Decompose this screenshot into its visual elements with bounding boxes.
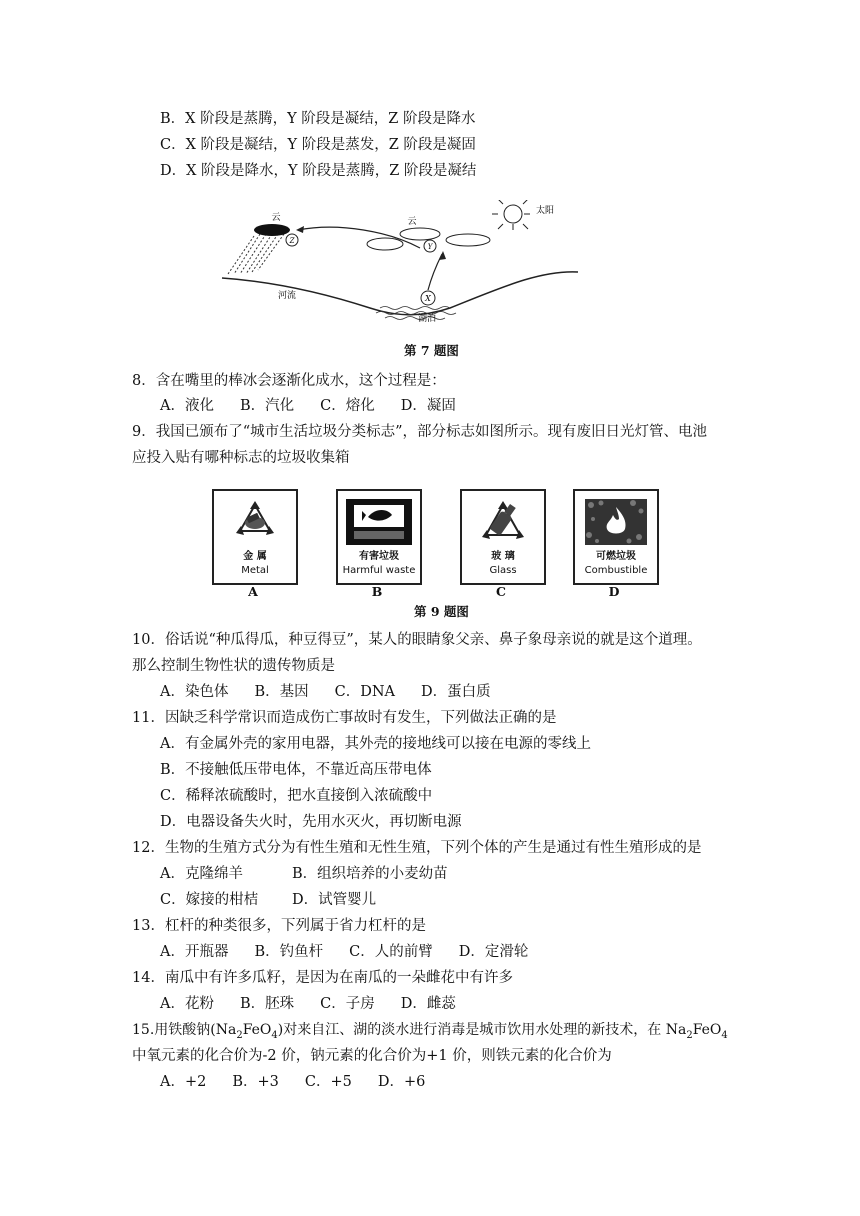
label-z: Z [289, 237, 295, 245]
sign-harmful-en: Harmful waste [342, 565, 416, 576]
label-cloud-mid: 云 [407, 217, 417, 227]
label-river: 河流 [278, 291, 297, 301]
q12-option-a: A．克隆绵羊 [160, 866, 243, 882]
q11-option-a: A．有金属外壳的家用电器，其外壳的接地线可以接在电源的零线上 [160, 736, 591, 752]
q12-options-row1 [160, 864, 448, 884]
fig9-caption: 第 9 题图 [414, 604, 469, 619]
q15-text-b: FeO [242, 1022, 272, 1038]
sign-combustible [573, 489, 659, 585]
q12-option-c: C．嫁接的柑桔 [160, 892, 259, 908]
sign-glass-en: Glass [489, 565, 517, 576]
label-x: X [425, 294, 431, 303]
q15-sub-4: 4 [721, 1029, 728, 1041]
label-y: Y [427, 243, 433, 251]
q10-options [160, 682, 517, 702]
q10-option-a: A．染色体 [160, 684, 229, 700]
q8-option-d: D．凝固 [400, 398, 456, 414]
q11-stem: 11．因缺乏科学常识而造成伤亡事故时有发生，下列做法正确的是 [132, 710, 557, 726]
water-cycle-drawing [220, 200, 580, 340]
q15-text-d: FeO [692, 1022, 722, 1038]
sign-harmful-zh: 有害垃圾 [359, 551, 399, 562]
q14-option-a: A．花粉 [160, 996, 214, 1012]
fig7-caption: 第 7 题图 [404, 343, 459, 358]
q15-stem-line1 [132, 1020, 728, 1046]
q12-option-d: D．试管婴儿 [292, 892, 377, 908]
q11-option-b: B．不接触低压带电体，不靠近高压带电体 [160, 762, 432, 778]
q9-stem-line1: 9．我国已颁布了“城市生活垃圾分类标志”，部分标志如图所示。现有废旧日光灯管、电池 [132, 424, 708, 440]
q10-stem-line1: 10．俗话说“种瓜得瓜，种豆得豆”，某人的眼睛象父亲、鼻子象母亲说的就是这个道理。 [132, 632, 702, 648]
sign-metal-en: Metal [241, 565, 269, 576]
q15-option-d: D．+6 [377, 1074, 426, 1090]
q15-sub-1: 2 [236, 1029, 243, 1041]
sign-harmful [336, 489, 422, 585]
q10-option-b: B．基因 [254, 684, 309, 700]
q12-options-row2 [160, 890, 376, 910]
q15-sub-2: 4 [271, 1029, 278, 1041]
q11-option-c: C．稀释浓硫酸时，把水直接倒入浓硫酸中 [160, 788, 433, 804]
q10-stem-line2: 那么控制生物性状的遗传物质是 [132, 658, 335, 674]
recycle-glass-icon [462, 491, 544, 551]
sign-letter-c: C [496, 584, 506, 599]
harmful-waste-icon [338, 491, 420, 551]
sign-letter-d: D [608, 584, 620, 599]
rain-cloud [254, 224, 290, 236]
q13-stem: 13．杠杆的种类很多，下列属于省力杠杆的是 [132, 918, 426, 934]
q8-option-c: C．熔化 [320, 398, 375, 414]
q11-option-d: D．电器设备失火时，先用水灭火，再切断电源 [160, 814, 462, 830]
q12-option-b: B．组织培养的小麦幼苗 [292, 866, 448, 882]
q10-option-c: C．DNA [334, 684, 396, 700]
q8-options [160, 396, 482, 416]
q8-stem: 8．含在嘴里的棒冰会逐渐化成水，这个过程是： [132, 373, 446, 389]
sign-combustible-en: Combustible [584, 565, 648, 576]
q7-option-d: D．X 阶段是降水，Y 阶段是蒸腾，Z 阶段是凝结 [160, 163, 477, 179]
q13-option-a: A．开瓶器 [160, 944, 229, 960]
q7-option-c: C．X 阶段是凝结，Y 阶段是蒸发，Z 阶段是凝固 [160, 137, 476, 153]
q10-option-d: D．蛋白质 [421, 684, 491, 700]
q14-option-d: D．雌蕊 [400, 996, 456, 1012]
rain-lines [228, 234, 284, 274]
q13-options [160, 942, 554, 962]
sign-glass-zh: 玻 璃 [491, 551, 515, 562]
label-lake: 湖泊 [418, 314, 437, 324]
q12-stem: 12．生物的生殖方式分为有性生殖和无性生殖，下列个体的产生是通过有性生殖形成的是 [132, 840, 702, 856]
recycle-metal-icon [214, 491, 296, 551]
q14-options [160, 994, 482, 1014]
label-sun: 太阳 [536, 206, 555, 216]
q8-option-a: A．液化 [160, 398, 214, 414]
q14-option-c: C．子房 [320, 996, 375, 1012]
sign-metal-zh: 金 属 [243, 551, 267, 562]
sign-letter-a: A [248, 584, 258, 599]
q14-option-b: B．胚珠 [239, 996, 295, 1012]
q9-stem-line2: 应投入贴有哪种标志的垃圾收集箱 [132, 450, 350, 466]
sign-letter-b: B [371, 584, 383, 599]
sign-glass [460, 489, 546, 585]
q13-option-c: C．人的前臂 [349, 944, 433, 960]
q15-stem-line2: 中氧元素的化合价为-2 价，钠元素的化合价为+1 价，则铁元素的化合价为 [132, 1048, 612, 1064]
q13-option-d: D．定滑轮 [458, 944, 529, 960]
q15-option-a: A．+2 [160, 1074, 207, 1090]
q15-sub-3: 2 [686, 1029, 693, 1041]
label-cloud-left: 云 [271, 213, 281, 223]
combustible-flame-icon [575, 491, 657, 551]
water-cycle-figure [220, 200, 580, 340]
q15-text-a: 15.用铁酸钠(Na [132, 1022, 237, 1038]
sign-metal [212, 489, 298, 585]
q15-text-c: )对来自江、湖的淡水进行消毒是城市饮用水处理的新技术，在 Na [277, 1022, 687, 1038]
q15-option-c: C．+5 [304, 1074, 352, 1090]
sign-combustible-zh: 可燃垃圾 [596, 551, 636, 562]
q15-option-b: B．+3 [232, 1074, 279, 1090]
sun-icon [492, 200, 530, 230]
q15-options [160, 1072, 451, 1092]
q14-stem: 14．南瓜中有许多瓜籽，是因为在南瓜的一朵雌花中有许多 [132, 970, 513, 986]
q13-option-b: B．钓鱼杆 [254, 944, 324, 960]
q8-option-b: B．汽化 [239, 398, 295, 414]
q7-option-b: B．X 阶段是蒸腾，Y 阶段是凝结，Z 阶段是降水 [160, 111, 476, 127]
